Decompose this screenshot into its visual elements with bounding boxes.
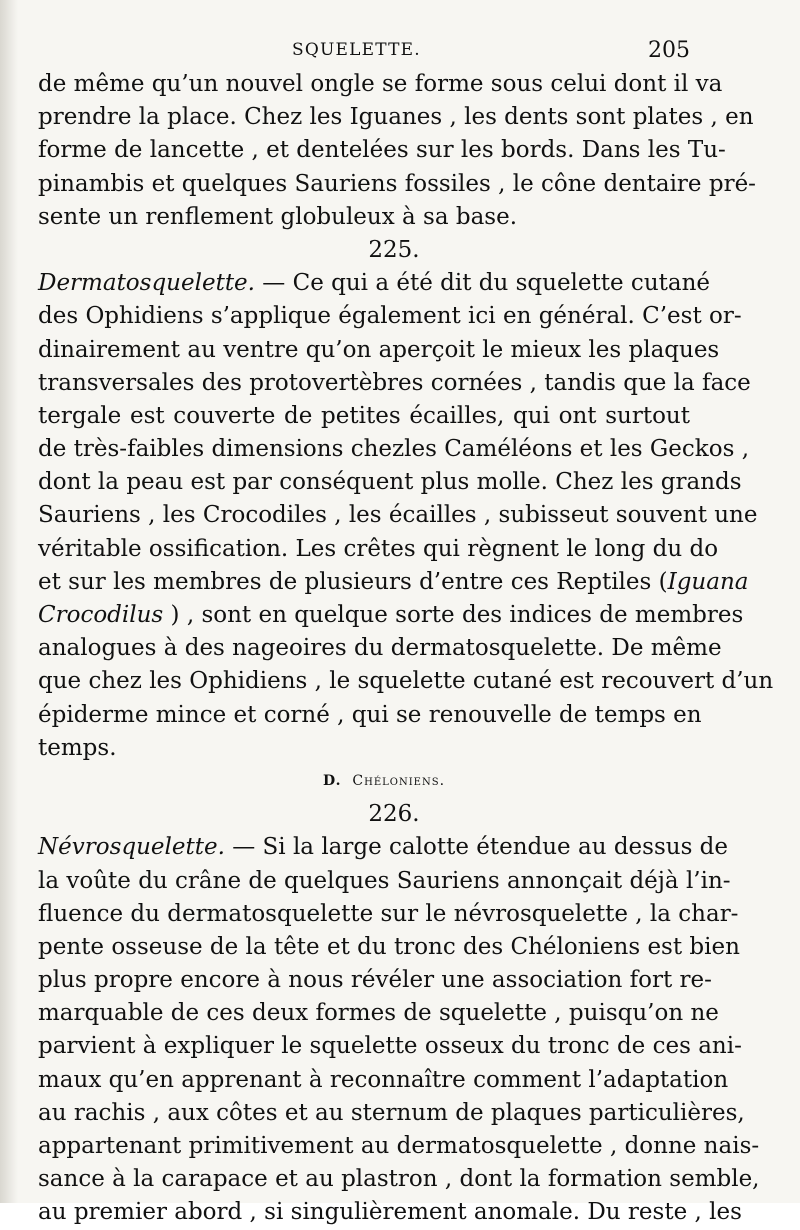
section-heading xyxy=(38,765,690,798)
text-line: dont la peau est par conséquent plus molle. Chez les grands xyxy=(38,469,742,496)
text-span: et sur les membres de plusieurs d’entre ces Reptiles ( xyxy=(38,568,668,595)
text-line: pente osseuse de la tête et du tronc des Chéloniens est bien xyxy=(38,933,740,960)
text-line xyxy=(38,831,729,864)
section-letter: D. xyxy=(322,772,342,789)
text-line: que chez les Ophidiens , le squelette cutané est recouvert d’un xyxy=(38,668,774,695)
body-text xyxy=(38,68,774,1230)
text-line xyxy=(38,267,711,300)
text-line: pinambis et quelques Sauriens fossiles , le cône dentaire pré- xyxy=(38,170,756,197)
text-line: transversales des protovertèbres cornées , tandis que la face xyxy=(38,369,751,396)
text-line: maux qu’en apprenant à reconnaître comment l’adaptation xyxy=(38,1066,729,1093)
text-span: — Ce qui a été dit du squelette cutané xyxy=(254,270,711,297)
page-number: 205 xyxy=(648,38,690,63)
text-line: fluence du dermatosquelette sur le névrosquelette , la char- xyxy=(38,900,739,927)
text-line: sance à la carapace et au plastron , dont la formation semble, xyxy=(38,1166,760,1193)
species-name: Crocodilus xyxy=(38,602,164,628)
lead-term: Dermatosquelette. xyxy=(38,270,255,297)
lead-term: Névrosquelette. xyxy=(38,834,225,861)
text-line: de même qu’un nouvel ongle se forme sous celui dont il va xyxy=(38,71,723,97)
text-line: marquable de ces deux formes de squelette , puisqu’on ne xyxy=(38,1000,719,1027)
text-line xyxy=(38,566,749,599)
running-title: SQUELETTE. xyxy=(292,40,421,60)
text-line: la voûte du crâne de quelques Sauriens annonçait déjà l’in- xyxy=(38,867,731,894)
text-line: sente un renflement globuleux à sa base. xyxy=(38,203,518,230)
text-line: prendre la place. Chez les Iguanes , les dents sont plates , en xyxy=(38,104,754,131)
text-line: au rachis , aux côtes et au sternum de plaques particulières, xyxy=(38,1099,745,1126)
running-head xyxy=(0,38,800,68)
text-line: véritable ossification. Les crêtes qui règnent le long du do xyxy=(38,535,719,562)
text-line: épiderme mince et corné , qui se renouvelle de temps en xyxy=(38,701,702,728)
text-line: temps. xyxy=(38,734,117,761)
text-span: — Si la large calotte étendue au dessus de xyxy=(224,834,729,861)
text-line: au premier abord , si singulièrement anomale. Du reste , les xyxy=(38,1199,742,1226)
text-line: tergale est couverte de petites écailles, qui ont surtout xyxy=(38,402,690,429)
text-line: plus propre encore à nous révéler une association fort re- xyxy=(38,967,712,994)
text-line: appartenant primitivement au dermatosquelette , donne nais- xyxy=(38,1133,760,1159)
section-title: Chéloniens. xyxy=(352,772,446,789)
text-line: parvient à expliquer le squelette osseux du tronc de ces ani- xyxy=(38,1033,742,1060)
text-line: forme de lancette , et dentelées sur les bords. Dans les Tu- xyxy=(38,137,726,164)
text-line: Sauriens , les Crocodiles , les écailles , subisseut souvent une xyxy=(38,502,758,529)
text-span: ) , sont en quelque sorte des indices de membres xyxy=(163,602,744,628)
text-line: analogues à des nageoires du dermatosquelette. De même xyxy=(38,635,722,662)
paragraph-number: 226. xyxy=(368,801,420,828)
text-line: des Ophidiens s’applique également ici en général. C’est or- xyxy=(38,303,742,330)
text-line: de très-faibles dimensions chezles Caméléons et les Geckos , xyxy=(38,436,750,463)
paragraph-number: 225. xyxy=(368,236,420,263)
species-name: Iguana xyxy=(667,568,749,595)
text-line: dinairement au ventre qu’on aperçoit le mieux les plaques xyxy=(38,336,720,363)
gutter-shadow xyxy=(0,0,18,1203)
text-line xyxy=(38,599,744,632)
